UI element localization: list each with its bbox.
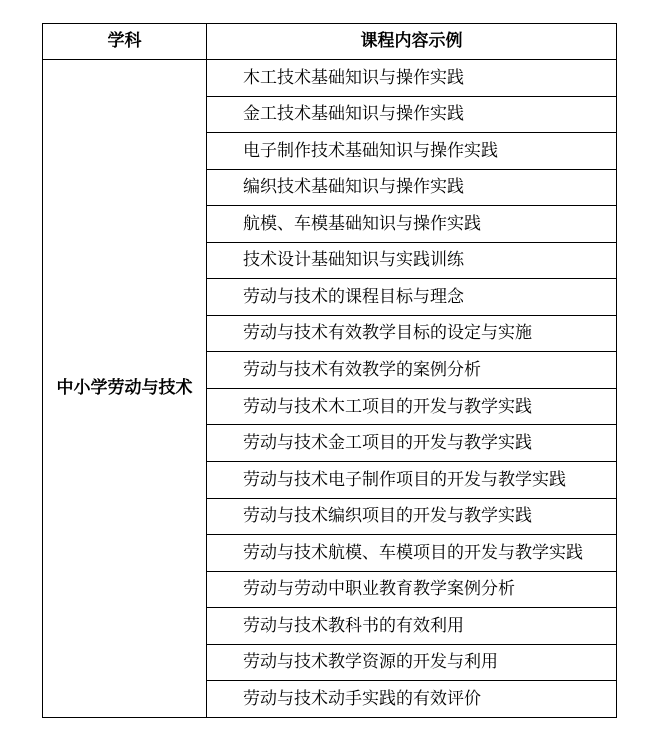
table-row — [43, 60, 617, 97]
header-row — [43, 24, 617, 60]
course-cell: 劳动与技术航模、车模项目的开发与教学实践 — [207, 535, 617, 572]
curriculum-table — [42, 23, 617, 718]
course-cell: 劳动与技术金工项目的开发与教学实践 — [207, 425, 617, 462]
subject-cell: 中小学劳动与技术 — [43, 60, 207, 718]
course-cell: 劳动与技术电子制作项目的开发与教学实践 — [207, 462, 617, 499]
course-cell: 劳动与技术木工项目的开发与教学实践 — [207, 388, 617, 425]
course-cell: 技术设计基础知识与实践训练 — [207, 242, 617, 279]
course-cell: 劳动与技术编织项目的开发与教学实践 — [207, 498, 617, 535]
header-content: 课程内容示例 — [207, 24, 617, 60]
course-cell: 劳动与技术动手实践的有效评价 — [207, 681, 617, 718]
course-cell: 劳动与技术教科书的有效利用 — [207, 608, 617, 645]
header-subject: 学科 — [43, 24, 207, 60]
course-cell: 航模、车模基础知识与操作实践 — [207, 206, 617, 243]
course-cell: 劳动与技术有效教学目标的设定与实施 — [207, 315, 617, 352]
course-cell: 劳动与技术的课程目标与理念 — [207, 279, 617, 316]
course-cell: 金工技术基础知识与操作实践 — [207, 96, 617, 133]
course-cell: 劳动与劳动中职业教育教学案例分析 — [207, 571, 617, 608]
course-cell: 劳动与技术教学资源的开发与利用 — [207, 644, 617, 681]
course-cell: 电子制作技术基础知识与操作实践 — [207, 133, 617, 170]
course-cell: 劳动与技术有效教学的案例分析 — [207, 352, 617, 389]
course-cell: 编织技术基础知识与操作实践 — [207, 169, 617, 206]
course-cell: 木工技术基础知识与操作实践 — [207, 60, 617, 97]
